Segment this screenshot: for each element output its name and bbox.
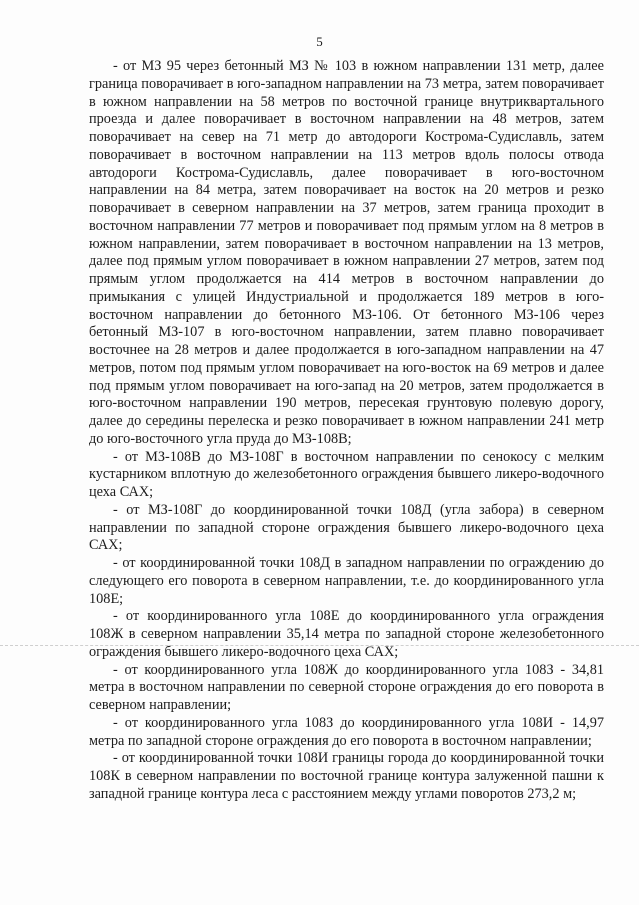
paragraph-boundary-point108d: - от координированной точки 108Д в западном направлении по ограждению до следующего его поворота в северном направлении, т.е. до координированного угла 108Е; <box>89 555 604 607</box>
paragraph-boundary-mz108v: - от МЗ-108В до МЗ-108Г в восточном направлении по сенокосу с мелким кустарником вплотную до железобетонного ограждения бывшего ликеро-водочного цеха САХ; <box>89 448 604 500</box>
paragraph-boundary-mz108g: - от МЗ-108Г до координированной точки 108Д (угла забора) в северном направлении по западной стороне ограждения бывшего ликеро-водочного цеха САХ; <box>89 501 604 554</box>
paragraph-boundary-angle108e: - от координированного угла 108Е до координированного угла ограждения 108Ж в северном направлении 35,14 метра по западной стороне железобетонного ограждения бывшего ликеро-водочного цеха САХ; <box>89 608 604 660</box>
paragraph-boundary-mz95: - от МЗ 95 через бетонный МЗ № 103 в южном направлении 131 метр, далее граница поворачивает в юго-западном направлении на 73 метра, затем поворачивает в южном направлении на 58 метров по восточной границе внутриквартального проезда и далее поворачивает в восточном направлении на 48 метров, затем поворачивает на север на 71 метр до автодороги Кострома-Судиславль, затем поворачивает в восточном направлении на 113 метров вдоль полосы отвода автодороги Кострома-Судиславль, далее поворачивает в юго-восточном направлении на 84 метра, затем поворачивает на восток на 20 метров и резко поворачивает в северном направлении на 37 метров, затем граница проходит в восточном направлении 77 метров и поворачивает под прямым углом на 8 метров в южном направлении, затем поворачивает в восточном направлении на 13 метров, далее под прямым углом поворачивает в южном направлении 27 метров, затем под прямым углом продолжается на 414 метров в восточном направлении до примыкания с улицей Индустриальной и продолжается 189 метров в юго-восточном направлении до бетонного МЗ-106. От бетонного МЗ-106 через бетонный МЗ-107 в юго-восточном направлении, затем плавно поворачивает восточнее на 28 метров и далее продолжается в юго-западном направлении на 47 метров, потом под прямым углом поворачивает на юго-восток на 69 метров и далее под прямым углом поворачивает на юго-запад на 20 метров, затем продолжается в юго-восточном направлении 190 метров, пересекая грунтовую полевую дорогу, далее до середины перелеска и резко поворачивает в южном направлении 241 метр до юго-восточного угла пруда до МЗ-108В; <box>89 58 604 447</box>
paragraph-boundary-point108i: - от координированной точки 108И границы города до координированной точки 108К в северном направлении по восточной границе контура залуженной пашни к западной границе контура леса с расстоянием между углами поворотов 273,2 м; <box>89 750 604 802</box>
paragraph-boundary-angle108zh: - от координированного угла 108Ж до координированного угла 108З - 34,81 метра в восточном направлении по северной стороне ограждения до его поворота в северном направлении; <box>89 661 604 713</box>
scan-artifact-line <box>0 645 639 646</box>
page-number: 5 <box>316 34 323 49</box>
document-body <box>89 58 604 804</box>
paragraph-boundary-angle108z: - от координированного угла 108З до координированного угла 108И - 14,97 метра по западной стороне ограждения до его поворота в восточном направлении; <box>89 714 604 749</box>
